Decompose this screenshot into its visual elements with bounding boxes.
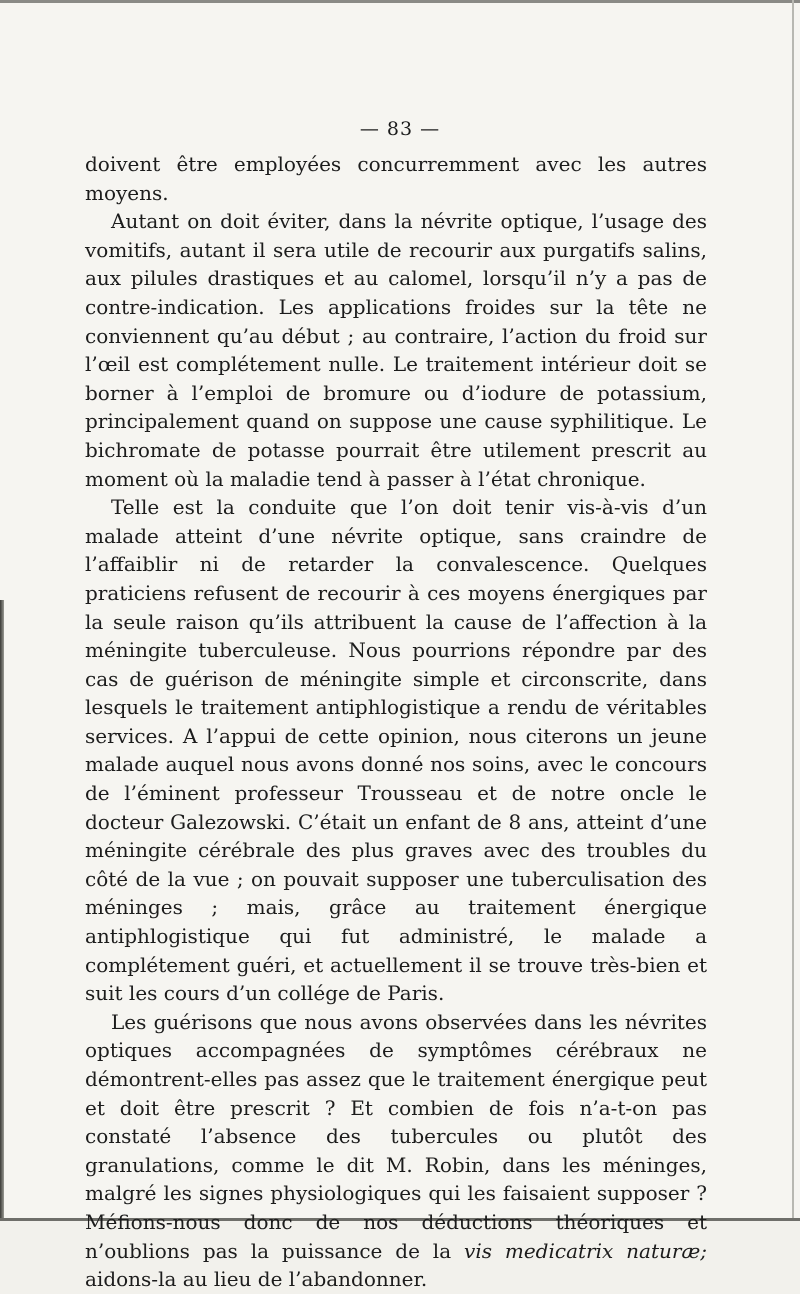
page-left-binding-edge (0, 600, 4, 1221)
page-top-edge (0, 0, 800, 3)
paragraph-treatment: Autant on doit éviter, dans la névrite optique, l’usage des vomitifs, autant il sera utile de recourir aux purgatifs salins, aux pilules drastiques et au calomel, lorsqu’il n’y a pas de contre-indication. Les applications froides sur la tête ne conviennent qu’au début ; au contraire, l’action du froid sur l’œil est complétement nulle. Le traitement intérieur doit se borner à l’emploi de bromure ou d’iodure de potassium, principalement quand on suppose une cause syphilitique. Le bichromate de potasse pourrait être utilement prescrit au moment où la maladie tend à passer à l’état chronique. (85, 209, 707, 491)
conclusion-text-start: Les guérisons que nous avons observées dans les névrites optiques accompagnées de symptômes cérébraux ne démontrent-elles pas assez que le traitement énergique peut et doit être prescrit ? Et combien de fois n’a-t-on pas constaté l’absence des tubercules ou plutôt des granulations, comme le dit M. Robin, dans les méninges, malgré les signes physiologiques qui les faisaient supposer ? Méfions-nous donc de nos déductions théoriques et n’oublions pas la puissance de la (85, 1009, 707, 1263)
conclusion-text-end: aidons-la au lieu de l’abandonner. (85, 1267, 428, 1292)
paragraph-conclusion (85, 1008, 707, 1294)
paragraph-continuation: doivent être employées concurremment avec les autres moyens. (85, 152, 707, 205)
page-right-edge (792, 0, 794, 1221)
page-number: — 83 — (359, 118, 441, 140)
latin-phrase: vis medicatrix naturæ; (464, 1238, 707, 1263)
body-text (85, 150, 707, 1294)
paragraph-conduct: Telle est la conduite que l’on doit tenir vis-à-vis d’un malade atteint d’une névrite optique, sans craindre de l’affaiblir ni de retarder la convalescence. Quelques praticiens refusent de recourir à ces moyens énergiques par la seule raison qu’ils attribuent la cause de l’affection à la méningite tuberculeuse. Nous pourrions répondre par des cas de guérison de méningite simple et circonscrite, dans lesquels le traitement antiphlogistique a rendu de véritables services. A l’appui de cette opinion, nous citerons un jeune malade auquel nous avons donné nos soins, avec le concours de l’éminent professeur Trousseau et de notre oncle le docteur Galezowski. C’était un enfant de 8 ans, atteint d’une méningite cérébrale des plus graves avec des troubles du côté de la vue ; on pouvait supposer une tuberculisation des méninges ; mais, grâce au traitement énergique antiphlogistique qui fut administré, le malade a complétement guéri, et actuellement il se trouve très-bien et suit les cours d’un collége de Paris. (85, 495, 707, 1006)
